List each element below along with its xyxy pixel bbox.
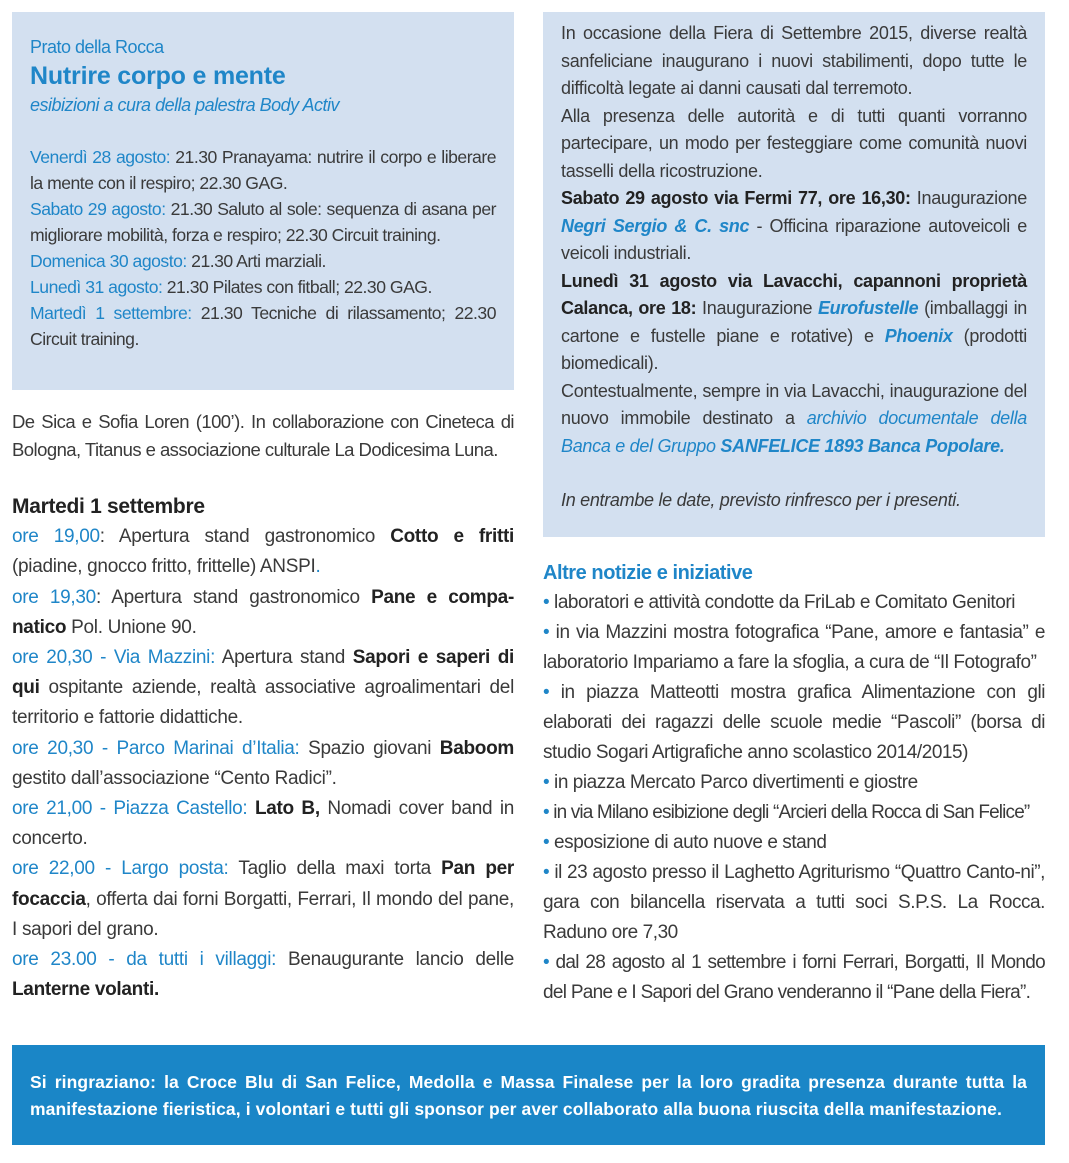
bullet-icon: •	[543, 622, 550, 643]
rocca-schedule-item: Domenica 30 agosto: 21.30 Arti marziali.	[30, 251, 326, 271]
event-item: ore 19,30: Apertura stand gastronomico Pane e compa-natico Pol. Unione 90.	[12, 586, 514, 638]
bullet-icon: •	[543, 772, 550, 793]
news-item: • dal 28 agosto al 1 settembre i forni Ferrari, Borgatti, Il Mondo del Pane e I Sapori del Grano venderanno il “Pane della Fiera”.	[543, 952, 1045, 1003]
bullet-icon: •	[543, 862, 550, 883]
fiera-invite: Alla presenza delle autorità e di tutti quanti vorranno partecipare, un modo per festeggiare come comunità nuovi tasselli della ricostruzione.	[561, 105, 1027, 181]
thanks-banner	[12, 1045, 1045, 1145]
event-item: ore 22,00 - Largo posta: Taglio della maxi torta Pan per focaccia, offerta dai forni Borgatti, Ferrari, Il mondo del pane, I sapori del grano.	[12, 858, 514, 940]
bullet-icon: •	[543, 802, 549, 823]
bullet-icon: •	[543, 682, 550, 703]
news-item: • in piazza Matteotti mostra grafica Alimentazione con gli elaborati dei ragazzi delle scuole medie “Pascoli” (borsa di studio Sogari Artigrafiche anno scolastico 2014/2015)	[543, 682, 1045, 763]
news-column	[543, 558, 1045, 1008]
event-item: ore 20,30 - Parco Marinai d’Italia: Spazio giovani Baboom gestito dall’associazione “Cento Radici”.	[12, 737, 514, 789]
bullet-icon: •	[543, 832, 550, 853]
news-item: • in via Mazzini mostra fotografica “Pane, amore e fantasia” e laboratorio Impariamo a fare la sfoglia, a cura de “Il Fotografo”	[543, 622, 1045, 673]
rocca-schedule-item: Sabato 29 agosto: 21.30 Saluto al sole: sequenza di asana per migliorare mobilità, forza e respiro; 22.30 Circuit training.	[30, 199, 496, 245]
event-item: ore 20,30 - Via Mazzini: Apertura stand Sapori e saperi di qui ospitante aziende, realtà associative agroalimentari del territorio e fattorie didattiche.	[12, 647, 514, 729]
rocca-subtitle: esibizioni a cura della palestra Body Activ	[30, 95, 340, 115]
rocca-place: Prato della Rocca	[30, 37, 164, 57]
event-item: ore 21,00 - Piazza Castello: Lato B, Nomadi cover band in concerto.	[12, 798, 515, 850]
film-intro: De Sica e Sofia Loren (100’). In collaborazione con Cineteca di Bologna, Titanus e associazione culturale La Dodicesima Luna.	[12, 411, 514, 460]
rocca-schedule-item: Venerdì 28 agosto: 21.30 Pranayama: nutrire il corpo e liberare la mente con il respiro; 22.30 GAG.	[30, 147, 496, 193]
fiera-saturday: Sabato 29 agosto via Fermi 77, ore 16,30: Inaugurazione Negri Sergio & C. snc - Officina riparazione autoveicoli e veicoli industriali.	[561, 188, 1027, 263]
day-heading: Martedi 1 settembre	[12, 495, 205, 518]
fiera-inaugurations-box	[543, 12, 1045, 537]
fiera-archive: Contestualmente, sempre in via Lavacchi, inaugurazione del nuovo immobile destinato a archivio documentale della Banca e del Gruppo SANFELICE 1893 Banca Popolare.	[561, 380, 1028, 456]
news-item: • in via Milano esibizione degli “Arcieri della Rocca di San Felice”	[543, 802, 1030, 823]
news-heading: Altre notizie e iniziative	[543, 562, 753, 584]
rocca-schedule-item: Martedì 1 settembre: 21.30 Tecniche di rilassamento; 22.30 Circuit training.	[30, 303, 497, 349]
news-item: • il 23 agosto presso il Laghetto Agriturismo “Quattro Canto-ni”, gara con bilancella riservata a tutti soci S.P.S. La Rocca. Raduno ore 7,30	[543, 862, 1045, 943]
fiera-monday: Lunedì 31 agosto via Lavacchi, capannoni proprietà Calanca, ore 18: Inaugurazione Eurofustelle (imballaggi in cartone e fustelle piane e rotative) e Phoenix (prodotti biomedicali).	[561, 270, 1027, 373]
news-item: • laboratori e attività condotte da FriLab e Comitato Genitori	[543, 592, 1015, 613]
fiera-intro: In occasione della Fiera di Settembre 2015, diverse realtà sanfeliciane inaugurano i nuovi stabilimenti, dopo tutte le difficoltà legate ai danni causati dal terremoto.	[561, 23, 1027, 98]
rocca-schedule-item: Lunedì 31 agosto: 21.30 Pilates con fitball; 22.30 GAG.	[30, 277, 432, 297]
event-item: ore 19,00: Apertura stand gastronomico Cotto e fritti (piadine, gnocco fritto, frittelle) ANSPI.	[12, 526, 514, 578]
rocca-schedule	[30, 144, 496, 352]
fiera-closing: In entrambe le date, previsto rinfresco per i presenti.	[561, 490, 961, 510]
news-item: • in piazza Mercato Parco divertimenti e giostre	[543, 772, 918, 793]
rocca-program-box	[12, 12, 514, 390]
event-item: ore 23.00 - da tutti i villaggi: Benaugurante lancio delle Lanterne volanti.	[12, 949, 514, 1001]
thanks-text: Si ringraziano: la Croce Blu di San Felice, Medolla e Massa Finalese per la loro gradita presenza durante tutta la manifestazione fieristica, i volontari e tutti gli sponsor per aver collaborato alla buona riuscita della manifestazione.	[30, 1072, 1027, 1119]
news-item: • esposizione di auto nuove e stand	[543, 832, 827, 853]
left-column	[12, 408, 514, 1005]
bullet-icon: •	[543, 592, 550, 613]
rocca-title: Nutrire corpo e mente	[30, 62, 286, 90]
bullet-icon: •	[543, 952, 549, 973]
